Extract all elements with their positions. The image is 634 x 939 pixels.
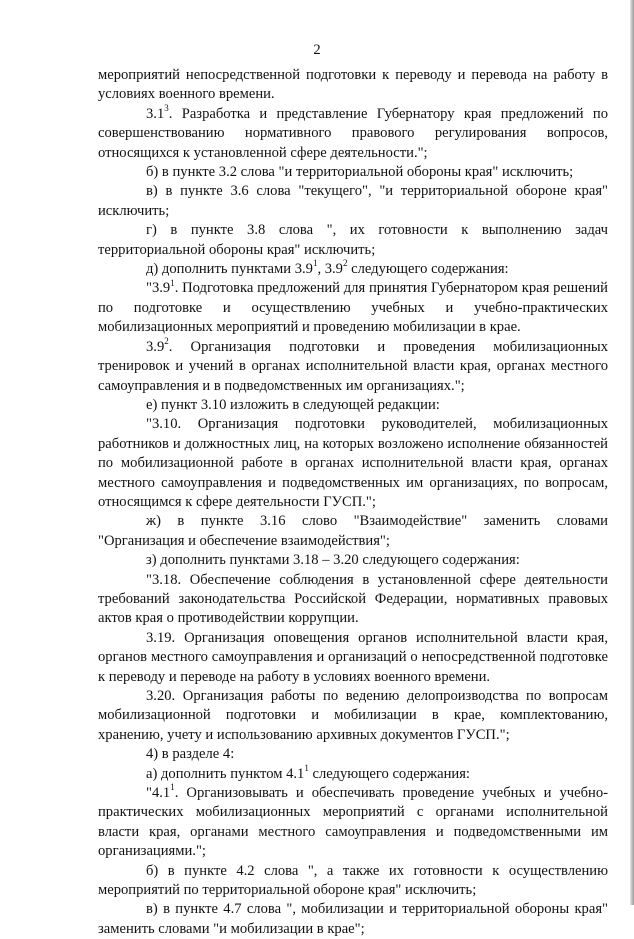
text-run: з) дополнить пунктами 3.18 – 3.20 следующего содержания: bbox=[146, 552, 520, 569]
paragraph-p04 bbox=[98, 182, 608, 221]
text-run: 3.19. Организация оповещения органов исполнительной власти края, органов местного самоуправления и организаций о непосредственной подготовке к переводу и переводе на работу в условиях военного времени. bbox=[98, 629, 608, 685]
paragraph-p12 bbox=[98, 551, 608, 570]
page-number: 2 bbox=[313, 42, 321, 58]
paragraph-p14 bbox=[98, 629, 608, 687]
paragraph-p09 bbox=[98, 396, 608, 415]
text-run: в) в пункте 4.7 слова ", мобилизации и территориальной обороны края" заменить словами "и мобилизации в крае"; bbox=[98, 901, 608, 937]
text-run: следующего содержания: bbox=[308, 765, 470, 782]
text-run: "4.1 bbox=[146, 785, 171, 802]
document-body bbox=[98, 66, 608, 939]
superscript: 2 bbox=[342, 258, 348, 269]
paragraph-p13 bbox=[98, 571, 608, 629]
text-run: 4) в разделе 4: bbox=[146, 746, 235, 763]
text-run: "3.18. Обеспечение соблюдения в установленной сфере деятельности требований законодательства Российской Федерации, нормативных правовых актов края о противодействии коррупции. bbox=[98, 571, 608, 627]
superscript: 3 bbox=[164, 102, 169, 113]
text-run: е) пункт 3.10 изложить в следующей редакции: bbox=[146, 396, 440, 413]
text-run: в) в пункте 3.6 слова "текущего", "и территориальной обороне края" исключить; bbox=[98, 183, 608, 219]
paragraph-p08 bbox=[98, 335, 608, 396]
paragraph-p20 bbox=[98, 900, 608, 939]
text-run: ж) в пункте 3.16 слово "Взаимодействие" заменить словами "Организация и обеспечение взаимодействия"; bbox=[98, 513, 608, 549]
paragraph-p19 bbox=[98, 862, 608, 901]
paragraph-p02 bbox=[98, 102, 608, 163]
superscript: 1 bbox=[312, 258, 318, 269]
paragraph-p16 bbox=[98, 745, 608, 764]
page-edge-shadow bbox=[630, 0, 634, 905]
text-run: д) дополнить пунктами 3.9 bbox=[146, 261, 313, 278]
superscript: 1 bbox=[304, 762, 309, 773]
paragraph-p07 bbox=[98, 279, 608, 337]
text-run: . Организовывать и обеспечивать проведение учебных и учебно-практических мобилизационных мероприятий с органами исполнительной власти края, органами местного самоуправления и подведомственными им организациями."; bbox=[98, 785, 608, 860]
paragraph-p10 bbox=[98, 415, 608, 512]
text-run: мероприятий непосредственной подготовки к переводу и перевода на работу в условиях военного времени. bbox=[98, 67, 608, 103]
text-run: . Организация подготовки и проведения мобилизационных тренировок и учений в органах исполнительной власти края, органах местного самоуправления и в подведомственных им организациях."; bbox=[98, 338, 608, 394]
paragraph-p11 bbox=[98, 512, 608, 551]
text-run: б) в пункте 4.2 слова ", а также их готовности к осуществлению мероприятий по территориальной обороне края" исключить; bbox=[98, 862, 608, 899]
superscript: 1 bbox=[170, 277, 175, 288]
text-run: "3.10. Организация подготовки руководителей, мобилизационных работников и должностных лиц, на которых возложено исполнение обязанностей по мобилизационной работе в органах исполнительной власти края, органах местного самоуправления и подведомственных им организациях, по вопросам, относящимся к сфере деятельности ГУСП."; bbox=[98, 416, 608, 510]
text-run: б) в пункте 3.2 слова "и территориальной обороны края" исключить; bbox=[146, 164, 574, 181]
paragraph-p05 bbox=[98, 221, 608, 260]
text-run: . Подготовка предложений для принятия Губернатором края решений по подготовке и осуществлению учебных и учебно-практических мобилизационных мероприятий и проведению мобилизации в крае. bbox=[98, 280, 608, 336]
text-run: 3.20. Организация работы по ведению делопроизводства по вопросам мобилизационной подготовки и мобилизации в крае, комплектованию, хранению, учету и использованию архивных документов ГУСП."; bbox=[98, 688, 608, 743]
paragraph-p06 bbox=[98, 260, 608, 279]
paragraph-p18 bbox=[98, 784, 608, 862]
text-run: "3.9 bbox=[146, 280, 171, 297]
text-run: , 3.9 bbox=[317, 261, 343, 278]
text-run: г) в пункте 3.8 слова ", их готовности к выполнению задач территориальной обороны края" исключить; bbox=[98, 222, 608, 258]
text-run: . Разработка и представление Губернатору края предложений по совершенствованию нормативного правового регулирования вопросов, относящихся к установленной сфере деятельности."; bbox=[98, 105, 608, 161]
superscript: 2 bbox=[164, 335, 169, 346]
text-run: 3.1 bbox=[146, 105, 165, 122]
text-run: следующего содержания: bbox=[347, 261, 509, 278]
paragraph-p03 bbox=[98, 163, 608, 182]
text-run: а) дополнить пунктом 4.1 bbox=[146, 765, 305, 782]
superscript: 1 bbox=[170, 782, 175, 793]
paragraph-p15 bbox=[98, 687, 608, 745]
paragraph-p01 bbox=[98, 66, 608, 105]
text-run: 3.9 bbox=[146, 338, 165, 355]
